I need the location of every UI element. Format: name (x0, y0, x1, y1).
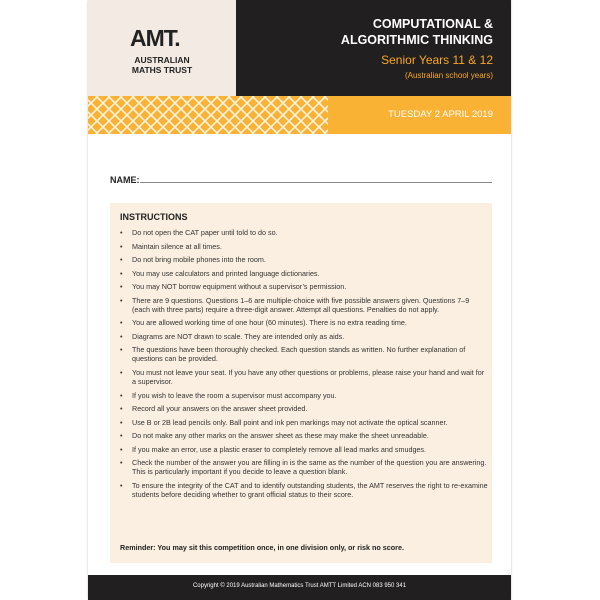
reminder-note: Reminder: You may sit this competition once, in one division only, or risk no score. (120, 543, 404, 552)
amt-logo-mark: AMT. (130, 25, 180, 51)
paper-title-line2: ALGORITHMIC THINKING (340, 33, 493, 47)
instruction-item: • Do not bring mobile phones into the room. (120, 255, 488, 264)
paper-division-note: (Australian school years) (404, 71, 493, 80)
paper-title (341, 16, 493, 48)
logo-name-line2: MATHS TRUST (131, 65, 193, 75)
instruction-item: • Record all your answers on the answer sheet provided. (120, 404, 488, 413)
amt-logo (130, 27, 180, 50)
title-panel (236, 0, 511, 96)
logo-panel (88, 0, 236, 96)
instruction-item: • Diagrams are NOT drawn to scale. They are intended only as aids. (120, 332, 488, 341)
exam-date: TUESDAY 2 APRIL 2019 (388, 109, 493, 120)
instruction-item: • If you make an error, use a plastic eraser to completely remove all lead marks and smudges. (120, 445, 488, 454)
instruction-item: • You are allowed working time of one hour (60 minutes). There is no extra reading time. (120, 318, 488, 327)
document-page (88, 0, 511, 600)
logo-organisation-name (122, 55, 202, 75)
logo-name-line1: AUSTRALIAN (134, 55, 190, 65)
date-banner (328, 96, 511, 134)
instruction-item: • Do not open the CAT paper until told to do so. (120, 228, 488, 237)
instruction-item: • You may NOT borrow equipment without a supervisor’s permission. (120, 282, 488, 291)
instructions-list (120, 228, 488, 504)
instruction-item: • There are 9 questions. Questions 1–6 are multiple-choice with five possible answers given. Questions 7–9 (each with three parts) require a three-digit answer. Attempt all questions. Penalties do not apply. (120, 296, 488, 314)
name-field[interactable] (140, 182, 492, 183)
name-label: NAME: (110, 175, 140, 185)
decorative-pattern (88, 96, 328, 134)
instruction-item: • To ensure the integrity of the CAT and to identify outstanding students, the AMT reserves the right to re-examine students before deciding whether to grant official status to their score. (120, 481, 488, 499)
instruction-item: • Do not make any other marks on the answer sheet as these may make the sheet unreadable. (120, 431, 488, 440)
instruction-item: • You must not leave your seat. If you have any other questions or problems, please raise your hand and wait for a supervisor. (120, 368, 488, 386)
instruction-item: • You may use calculators and printed language dictionaries. (120, 269, 488, 278)
instruction-item: • Maintain silence at all times. (120, 242, 488, 251)
copyright-text: Copyright © 2019 Australian Mathematics Trust AMTT Limited ACN 083 950 341 (192, 583, 407, 589)
instruction-item: • Use B or 2B lead pencils only. Ball point and ink pen markings may not activate the optical scanner. (120, 418, 488, 427)
instructions-title: INSTRUCTIONS (120, 212, 188, 222)
footer-bar (88, 575, 511, 600)
paper-title-line1: COMPUTATIONAL & (372, 17, 493, 31)
instructions-box (110, 203, 492, 563)
paper-division: Senior Years 11 & 12 (381, 53, 493, 67)
instruction-item: • The questions have been thoroughly checked. Each question stands as written. No further explanation of questions can be provided. (120, 345, 488, 363)
instruction-item: • If you wish to leave the room a supervisor must accompany you. (120, 391, 488, 400)
instruction-item: • Check the number of the answer you are filling in is the same as the number of the question you are answering. This is particularly important if you decide to leave a question blank. (120, 458, 488, 476)
